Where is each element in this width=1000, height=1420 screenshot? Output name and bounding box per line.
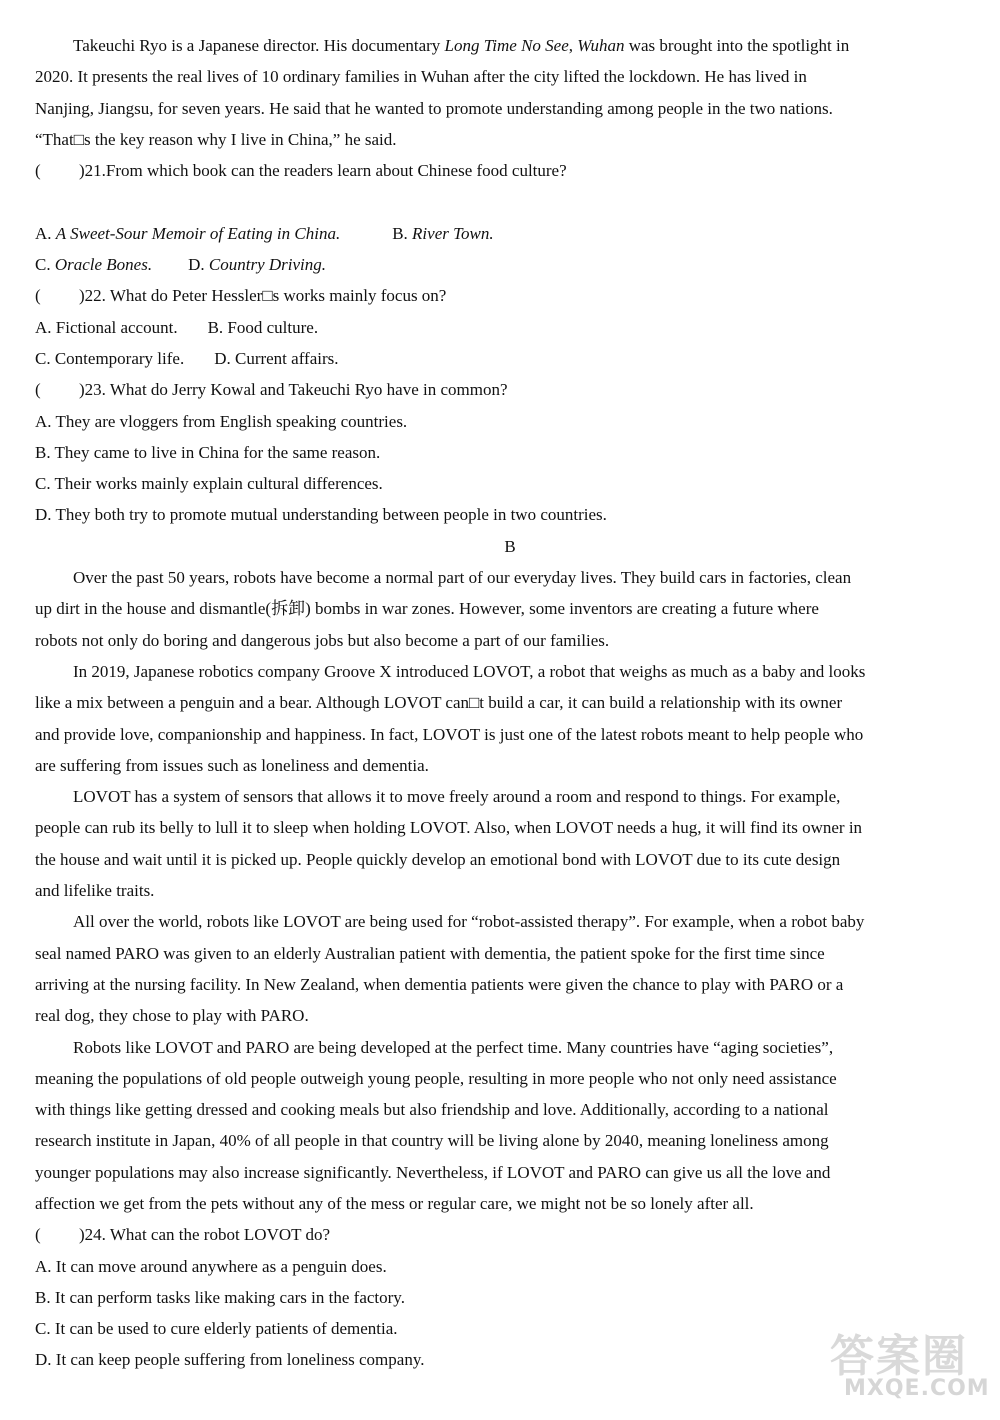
passage-b-para-5-line: with things like getting dressed and cooking meals but also friendship and love. Additionally, according to a national xyxy=(35,1100,829,1120)
question-text: )22. What do Peter Hessler□s works mainly focus on? xyxy=(79,286,447,306)
option-a: A. Fictional account. xyxy=(35,317,178,337)
question-24-option-d: D. It can keep people suffering from loneliness company. xyxy=(35,1350,425,1370)
question-text: )23. What do Jerry Kowal and Takeuchi Ryo have in common? xyxy=(79,380,508,400)
passage-b-para-1-line: Over the past 50 years, robots have become a normal part of our everyday lives. They build cars in factories, clean xyxy=(73,568,852,588)
passage-b-para-3-line: the house and wait until it is picked up. People quickly develop an emotional bond with LOVOT due to its cute design xyxy=(35,849,841,869)
passage-b-para-4-line: arriving at the nursing facility. In New Zealand, when dementia patients were given the chance to play with PARO or a xyxy=(35,974,844,994)
passage-b-para-3-line: and lifelike traits. xyxy=(35,881,155,901)
answer-blank: ( xyxy=(35,161,41,181)
question-text: )21.From which book can the readers learn about Chinese food culture? xyxy=(79,161,567,181)
option-c-letter: C. xyxy=(35,255,55,275)
answer-blank: ( xyxy=(35,380,41,400)
passage-b-para-5-line: meaning the populations of old people outweigh young people, resulting in more people who not only need assistance xyxy=(35,1068,837,1088)
question-22-stem xyxy=(35,280,985,311)
passage-a-para-line-4: “That□s the key reason why I live in China,” he said. xyxy=(35,129,397,149)
question-23-option-d: D. They both try to promote mutual understanding between people in two countries. xyxy=(35,505,607,525)
film-title-city: Wuhan xyxy=(577,36,625,55)
question-23-option-c: C. Their works mainly explain cultural differences. xyxy=(35,474,383,494)
passage-b-para-1-line: robots not only do boring and dangerous jobs but also become a part of our families. xyxy=(35,630,610,650)
question-24-option-c: C. It can be used to cure elderly patients of dementia. xyxy=(35,1319,398,1339)
option-b: B. Food culture. xyxy=(207,317,319,337)
passage-b-para-4-line: seal named PARO was given to an elderly Australian patient with dementia, the patient spoke for the first time since xyxy=(35,943,825,963)
option-d-text: Country Driving. xyxy=(208,255,326,275)
passage-b-para-5-line: Robots like LOVOT and PARO are being developed at the perfect time. Many countries have “aging societies”, xyxy=(73,1037,834,1057)
option-b-letter: B. xyxy=(392,223,413,243)
passage-a-para-line-1 xyxy=(35,30,985,61)
answer-blank: ( xyxy=(35,1225,41,1245)
passage-b-para-2-line: are suffering from issues such as loneliness and dementia. xyxy=(35,755,429,775)
answer-blank: ( xyxy=(35,286,41,306)
question-21-options-cd xyxy=(35,249,985,280)
option-b-text: River Town. xyxy=(412,223,494,243)
passage-a-para-line-3: Nanjing, Jiangsu, for seven years. He said that he wanted to promote understanding among people in the two nations. xyxy=(35,98,833,118)
question-22-options-cd xyxy=(35,343,985,374)
question-23-option-a: A. They are vloggers from English speaking countries. xyxy=(35,411,408,431)
passage-b-para-5-line: affection we get from the pets without any of the mess or regular care, we might not be so lonely after all. xyxy=(35,1193,754,1213)
question-22-options-ab xyxy=(35,312,985,343)
document-page xyxy=(35,30,985,1376)
passage-b-para-1-line: up dirt in the house and dismantle(拆卸) bombs in war zones. However, some inventors are creating a future where xyxy=(35,599,819,619)
passage-b-para-2-line: like a mix between a penguin and a bear. Although LOVOT can□t build a car, it can build a relationship with its owner xyxy=(35,693,843,713)
spacer xyxy=(35,186,985,217)
watermark-text: 答案圈 xyxy=(830,1331,968,1382)
passage-b-para-3-line: people can rub its belly to lull it to sleep when holding LOVOT. Also, when LOVOT needs a hug, it will find its owner in xyxy=(35,818,863,838)
question-23-stem xyxy=(35,374,985,405)
question-23-option-b: B. They came to live in China for the same reason. xyxy=(35,442,381,462)
passage-b-para-3-line: LOVOT has a system of sensors that allows it to move freely around a room and respond to things. For example, xyxy=(73,787,841,807)
passage-b-para-5-line: younger populations may also increase significantly. Nevertheless, if LOVOT and PARO can give us all the love and xyxy=(35,1162,831,1182)
watermark-url: MXQE.COM xyxy=(844,1376,990,1401)
text-run: Takeuchi Ryo is a Japanese director. His documentary xyxy=(73,36,445,55)
option-c-text: Oracle Bones. xyxy=(54,255,153,275)
option-d-letter: D. xyxy=(188,255,209,275)
option-a-letter: A. xyxy=(35,223,56,243)
question-24-stem xyxy=(35,1219,985,1250)
question-24-option-b: B. It can perform tasks like making cars in the factory. xyxy=(35,1287,405,1307)
option-d: D. Current affairs. xyxy=(214,348,339,368)
question-21-options-ab xyxy=(35,218,985,249)
watermark-logo xyxy=(830,1320,995,1415)
text-run: was brought into the spotlight in xyxy=(624,36,850,55)
option-c: C. Contemporary life. xyxy=(35,348,185,368)
question-24-option-a: A. It can move around anywhere as a penguin does. xyxy=(35,1256,387,1276)
film-title: Long Time No See xyxy=(444,36,569,55)
passage-b-para-4-line: All over the world, robots like LOVOT are being used for “robot-assisted therapy”. For example, when a robot baby xyxy=(73,912,865,932)
text-run: , xyxy=(568,36,578,55)
passage-b-para-5-line: research institute in Japan, 40% of all people in that country will be living alone by 2040, meaning loneliness among xyxy=(35,1131,829,1151)
passage-b-para-4-line: real dog, they chose to play with PARO. xyxy=(35,1006,309,1026)
option-a-text: A Sweet-Sour Memoir of Eating in China. xyxy=(55,223,341,243)
passage-b-para-2-line: In 2019, Japanese robotics company Groove X introduced LOVOT, a robot that weighs as much as a baby and looks xyxy=(73,661,866,681)
question-21-stem xyxy=(35,155,985,186)
passage-a-para-line-2: 2020. It presents the real lives of 10 ordinary families in Wuhan after the city lifted the lockdown. He has lived in xyxy=(35,67,807,87)
question-text: )24. What can the robot LOVOT do? xyxy=(79,1225,330,1245)
section-heading-b: B xyxy=(504,536,516,556)
passage-b-para-2-line: and provide love, companionship and happiness. In fact, LOVOT is just one of the latest robots meant to help people who xyxy=(35,724,864,744)
